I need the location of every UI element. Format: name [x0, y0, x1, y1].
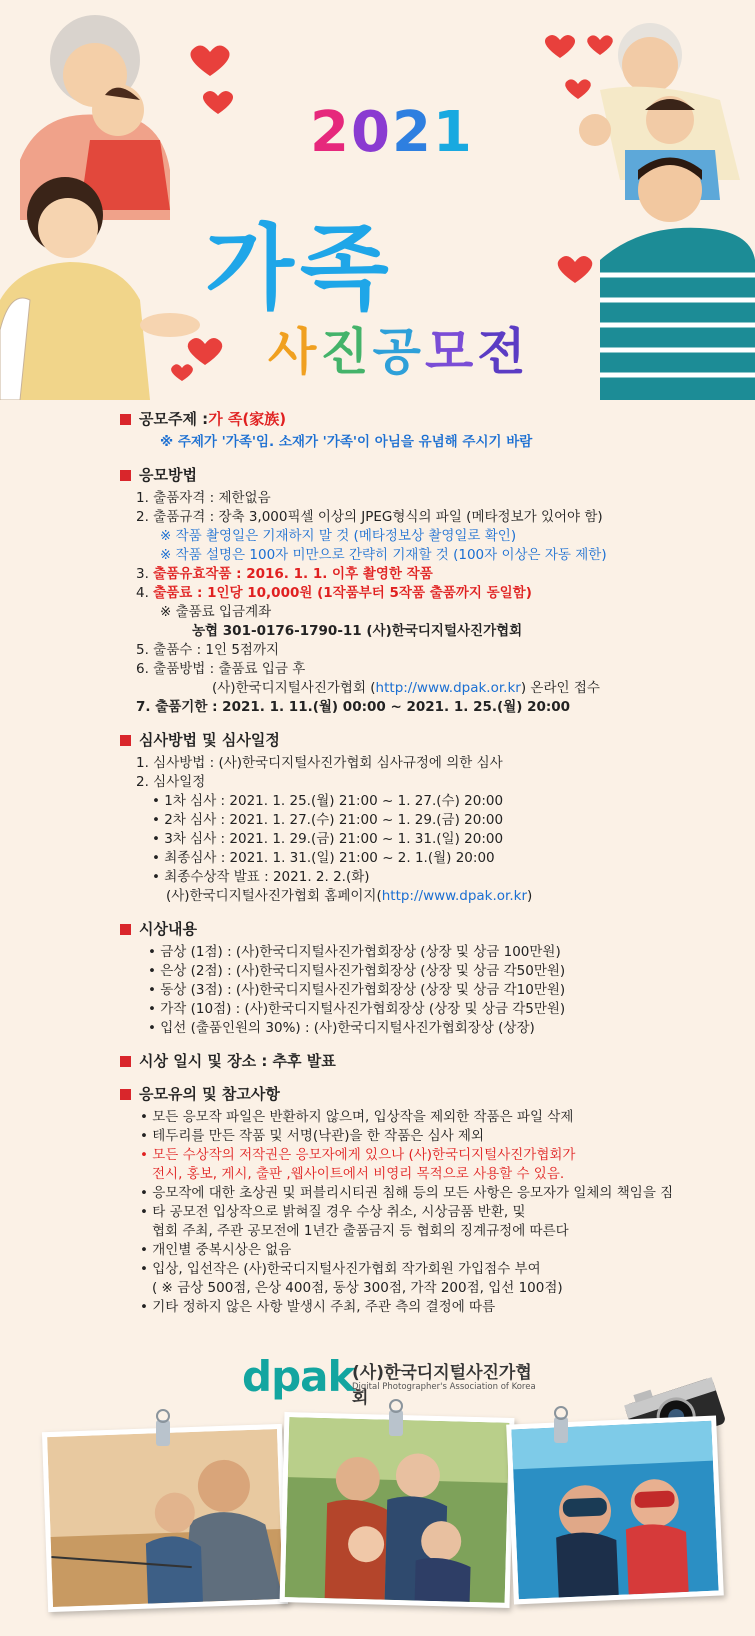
judging-schedule: 2. 심사일정: [136, 774, 206, 790]
awards-title: 시상내용: [139, 920, 197, 938]
bullet-square-icon: [120, 924, 131, 935]
note-item: • 모든 응모작 파일은 반환하지 않으며, 입상작을 제외한 작품은 파일 삭제: [140, 1109, 574, 1125]
award-item: • 금상 (1점) : (사)한국디지털사진가협회장상 (상장 및 상금 100만원): [148, 944, 561, 960]
diving-image: [511, 1421, 718, 1600]
method-account-label: ※ 출품료 입금계좌: [160, 604, 272, 620]
dpak-logo-name-kr: (사)한국디지털사진가협회: [352, 1363, 532, 1408]
theme-note: ※ 주제가 '가족'임. 소재가 '가족'이 아님을 유념해 주시기 바람: [160, 434, 533, 450]
bullet-square-icon: [120, 735, 131, 746]
method-count: 5. 출품수 : 1인 5점까지: [136, 642, 280, 658]
clip-icon: [150, 1408, 176, 1448]
judging-round: • 3차 심사 : 2021. 1. 29.(금) 21:00 ~ 1. 31.(일) 20:00: [152, 831, 504, 847]
award-item: • 동상 (3점) : (사)한국디지털사진가협회장상 (상장 및 상금 각10만원): [148, 982, 566, 998]
method-spec-note-2: ※ 작품 설명은 100자 미만으로 간략히 기재할 것 (100자 이상은 자동 제한): [160, 547, 607, 563]
grandpa-face: [622, 37, 678, 93]
bullet-square-icon: [120, 1056, 131, 1067]
method-submit-online: (사)한국디지털사진가협회 (http://www.dpak.or.kr) 온라인 접수: [212, 680, 600, 696]
note-item: • 타 공모전 입상작으로 밝혀질 경우 수상 취소, 시상금품 반환, 및: [140, 1204, 526, 1220]
title-year: 2021: [310, 100, 474, 165]
theme-title: 공모주제 :: [139, 410, 209, 428]
notes-title: 응모유의 및 참고사항: [139, 1085, 280, 1103]
ceremony-title: 시상 일시 및 장소 : 추후 발표: [139, 1052, 336, 1070]
dpak-logo-name-en: Digital Photographer's Association of Korea: [352, 1382, 536, 1392]
note-item: • 기타 정하지 않은 사항 발생시 주최, 주관 측의 결정에 따름: [140, 1299, 496, 1315]
method-valid-works: 3. 출품유효작품 : 2016. 1. 1. 이후 촬영한 작품: [136, 566, 433, 582]
award-item: • 은상 (2점) : (사)한국디지털사진가협회장상 (상장 및 상금 각50만원): [148, 963, 566, 979]
judging-announce: (사)한국디지털사진가협회 홈페이지(http://www.dpak.or.kr): [166, 888, 533, 904]
method-title: 응모방법: [139, 466, 197, 484]
method-spec-note-1: ※ 작품 촬영일은 기재하지 말 것 (메타정보상 촬영일로 확인): [160, 528, 517, 544]
note-item: • 개인별 중복시상은 없음: [140, 1242, 292, 1258]
mom-face: [38, 198, 98, 258]
thumbs-up-hand: [579, 114, 611, 146]
judging-round: • 최종심사 : 2021. 1. 31.(일) 21:00 ~ 2. 1.(월) 20:00: [152, 850, 495, 866]
fishing-image: [47, 1429, 283, 1607]
title-main: 가족: [205, 215, 395, 322]
section-awards: [120, 920, 740, 1038]
note-item: • 테두리를 만든 작품 및 서명(낙관)을 한 작품은 심사 제외: [140, 1128, 485, 1144]
contest-details: [120, 410, 740, 1331]
method-entry-fee: 4. 출품료 : 1인당 10,000원 (1작품부터 5작품 출품까지 동일함): [136, 585, 532, 601]
award-item: • 가작 (10점) : (사)한국디지털사진가협회장상 (상장 및 상금 각5만원): [148, 1001, 566, 1017]
photo-fishing: [42, 1424, 288, 1612]
bullet-square-icon: [120, 470, 131, 481]
award-item: • 입선 (출품인원의 30%) : (사)한국디지털사진가협회장상 (상장): [148, 1020, 535, 1036]
section-ceremony: [120, 1052, 740, 1071]
bullet-square-icon: [120, 1089, 131, 1100]
note-item: • 모든 수상작의 저작권은 응모자에게 있으나 (사)한국디지털사진가협회가: [140, 1147, 576, 1163]
hero-banner: [0, 0, 755, 400]
section-judging: [120, 731, 740, 906]
method-deadline: 7. 출품기한 : 2021. 1. 11.(월) 00:00 ~ 2021. 1. 25.(월) 20:00: [136, 699, 571, 715]
method-account-number: 농협 301-0176-1790-11 (사)한국디지털사진가협회: [192, 623, 523, 639]
clip-icon: [383, 1398, 409, 1438]
title-sub: 사진공모전: [268, 323, 530, 381]
judging-title: 심사방법 및 심사일정: [139, 731, 280, 749]
note-item: • 입상, 입선작은 (사)한국디지털사진가협회 작가회원 가입점수 부여: [140, 1261, 541, 1277]
dpak-logo: [242, 1352, 542, 1408]
judging-round: • 2차 심사 : 2021. 1. 27.(수) 21:00 ~ 1. 29.(금) 20:00: [152, 812, 504, 828]
bullet-square-icon: [120, 414, 131, 425]
clip-icon: [548, 1405, 574, 1445]
note-item: ( ※ 금상 500점, 은상 400점, 동상 300점, 가작 200점, 입선 100점): [152, 1280, 563, 1296]
method-spec: 2. 출품규격 : 장축 3,000픽셀 이상의 JPEG형식의 파일 (메타정보가 있어야 함): [136, 509, 603, 525]
section-method: [120, 466, 740, 717]
section-notes: [120, 1085, 740, 1317]
photo-hiking-family: [280, 1412, 515, 1608]
theme-value: 가 족(家族): [208, 410, 287, 428]
method-eligibility: 1. 출품자격 : 제한없음: [136, 490, 271, 506]
judging-round: • 1차 심사 : 2021. 1. 25.(월) 21:00 ~ 1. 27.(수) 20:00: [152, 793, 504, 809]
photo-diving: [506, 1416, 724, 1605]
mom-hand: [140, 313, 200, 337]
judging-round: • 최종수상작 발표 : 2021. 2. 2.(화): [152, 869, 370, 885]
note-item: • 응모작에 대한 초상권 및 퍼블리시티권 침해 등의 모든 사항은 응모자가 일체의 책임을 짐: [140, 1185, 674, 1201]
judging-method: 1. 심사방법 : (사)한국디지털사진가협회 심사규정에 의한 심사: [136, 755, 503, 771]
dpak-website-link[interactable]: http://www.dpak.or.kr: [375, 680, 521, 696]
hiking-family-image: [285, 1417, 510, 1603]
dpak-logo-mark: dpak: [242, 1352, 355, 1401]
method-submit: 6. 출품방법 : 출품료 입금 후: [136, 661, 306, 677]
note-item: 전시, 홍보, 게시, 출판 ,웹사이트에서 비영리 목적으로 사용할 수 있음.: [152, 1166, 565, 1182]
section-theme: [120, 410, 740, 452]
note-item: 협회 주최, 주관 공모전에 1년간 출품금지 등 협회의 징계규정에 따른다: [152, 1223, 569, 1239]
dpak-homepage-link[interactable]: http://www.dpak.or.kr: [381, 888, 528, 904]
